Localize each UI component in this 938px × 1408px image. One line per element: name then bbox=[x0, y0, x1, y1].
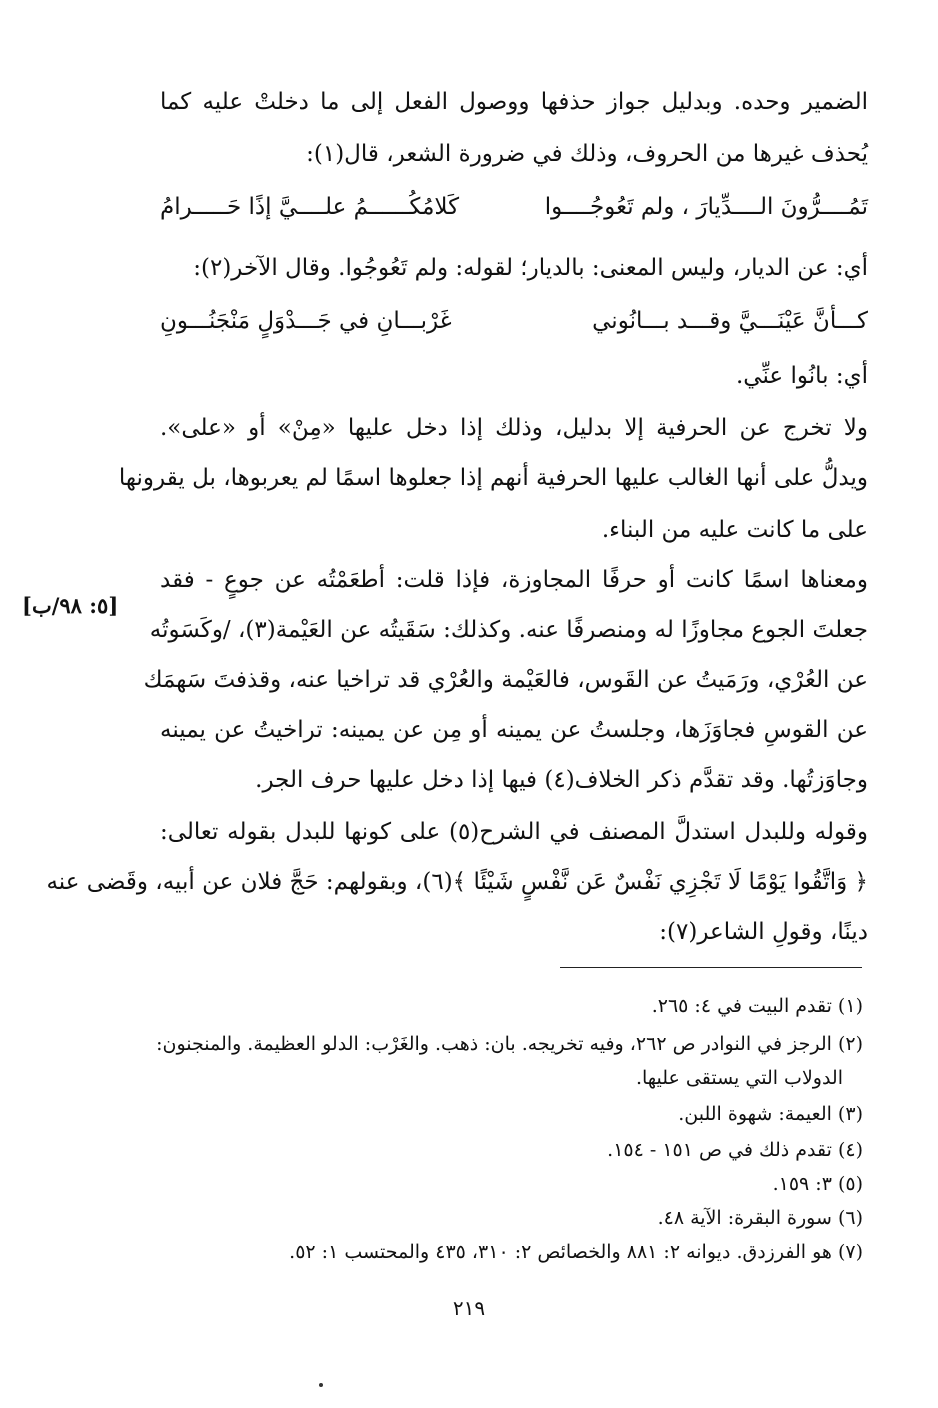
footnote: (٧) هو الفرزدق. ديوانه ٢: ٨٨١ والخصائص ٢: ٣١٠، ٤٣٥ والمحتسب ١: ٥٢. bbox=[289, 1241, 863, 1263]
footnote: (٢) الرجز في النوادر ص ٢٦٢، وفيه تخريجه. بان: ذهب. والغَرْب: الدلو العظيمة. والمنجنون: bbox=[156, 1033, 863, 1055]
page-number: ٢١٩ bbox=[452, 1296, 486, 1320]
footnote: (٤) تقدم ذلك في ص ١٥١ - ١٥٤. bbox=[607, 1139, 863, 1161]
footnote: (١) تقدم البيت في ٤: ٢٦٥. bbox=[651, 995, 863, 1017]
verse-first-hemistich: تَمُــــرُّونَ الــــدِّيارَ ، ولم تَعُوجُــــوا bbox=[544, 194, 868, 220]
footnote: (٣) العيمة: شهوة اللبن. bbox=[678, 1103, 863, 1125]
body-line: وجاوَزتُها. وقد تقدَّم ذكر الخلاف(٤) فيها إذا دخل عليها حرف الجر. bbox=[255, 767, 868, 793]
footnote: (٦) سورة البقرة: الآية ٤٨. bbox=[657, 1207, 863, 1229]
body-line: وقوله وللبدل استدلَّ المصنف في الشرح(٥) على كونها للبدل بقوله تعالى: bbox=[160, 819, 869, 845]
poetry-verse-2 bbox=[160, 300, 868, 342]
manuscript-folio-reference: [٥: ٩٨/ب] bbox=[22, 593, 119, 618]
verse-second-hemistich: غَرْبـــانِ في جَـــدْوَلٍ مَنْجَنُـــونِ bbox=[160, 308, 452, 334]
body-line: عن القوسِ فجاوَزَها، وجلستُ عن يمينه أو مِن عن يمينه: تراخيتُ عن يمينه bbox=[160, 717, 868, 743]
print-speck bbox=[319, 1383, 323, 1387]
body-line: على ما كانت عليه من البناء. bbox=[601, 517, 868, 543]
body-line: أي: بانُوا عنِّي. bbox=[736, 363, 868, 389]
body-line: الضمير وحده. وبدليل جواز حذفها ووصول الفعل إلى ما دخلتْ عليه كما bbox=[160, 89, 868, 115]
body-line: عن العُرْي، ورَمَيتُ عن القَوس، فالعَيْمة والعُرْي قد تراخيا عنه، وقذفتَ سَهمَك bbox=[143, 667, 868, 693]
footnote: (٥) ٣: ١٥٩. bbox=[772, 1173, 863, 1195]
footnote-continuation: الدولاب التي يستقى عليها. bbox=[635, 1067, 843, 1089]
body-line: جعلتَ الجوع مجاوزًا له ومنصرفًا عنه. وكذلك: سَقَيتُه عن العَيْمة(٣)، /وكَسَوتُه bbox=[149, 617, 868, 643]
poetry-verse-1 bbox=[160, 186, 868, 228]
body-line: ومعناها اسمًا كانت أو حرفًا المجاوزة، فإذا قلت: أطعَمْتُه عن جوعٍ - فقد bbox=[160, 567, 868, 593]
body-line: ولا تخرج عن الحرفية إلا بدليل، وذلك إذا دخل عليها «مِنْ» أو «على». bbox=[160, 415, 868, 441]
body-line: ويدلُّ على أنها الغالب عليها الحرفية أنهم إذا جعلوها اسمًا لم يعربوها، بل يقرونها bbox=[118, 465, 868, 491]
verse-first-hemistich: كـــأنَّ عَيْنَـــيَّ وقـــد بـــانُوني bbox=[592, 308, 868, 334]
body-line: ﴿ وَاتَّقُوا يَوْمًا لَا تَجْزِي نَفْسٌ عَن نَّفْسٍ شَيْئًا ﴾(٦)، وبقولهم: حَجَّ فلان عن أبيه، وقَضى عنه bbox=[46, 869, 868, 895]
body-line: أي: عن الديار، وليس المعنى: بالديار؛ لقوله: ولم تَعُوجُوا. وقال الآخر(٢): bbox=[193, 255, 868, 281]
verse-second-hemistich: كَلامُكُــــــمُ علــــيَّ إذًا حَـــــرامُ bbox=[160, 194, 460, 220]
body-line: يُحذف غيرها من الحروف، وذلك في ضرورة الشعر، قال(١): bbox=[306, 141, 868, 167]
footnote-separator bbox=[560, 967, 862, 968]
body-line: دينًا، وقولِ الشاعر(٧): bbox=[659, 919, 868, 945]
